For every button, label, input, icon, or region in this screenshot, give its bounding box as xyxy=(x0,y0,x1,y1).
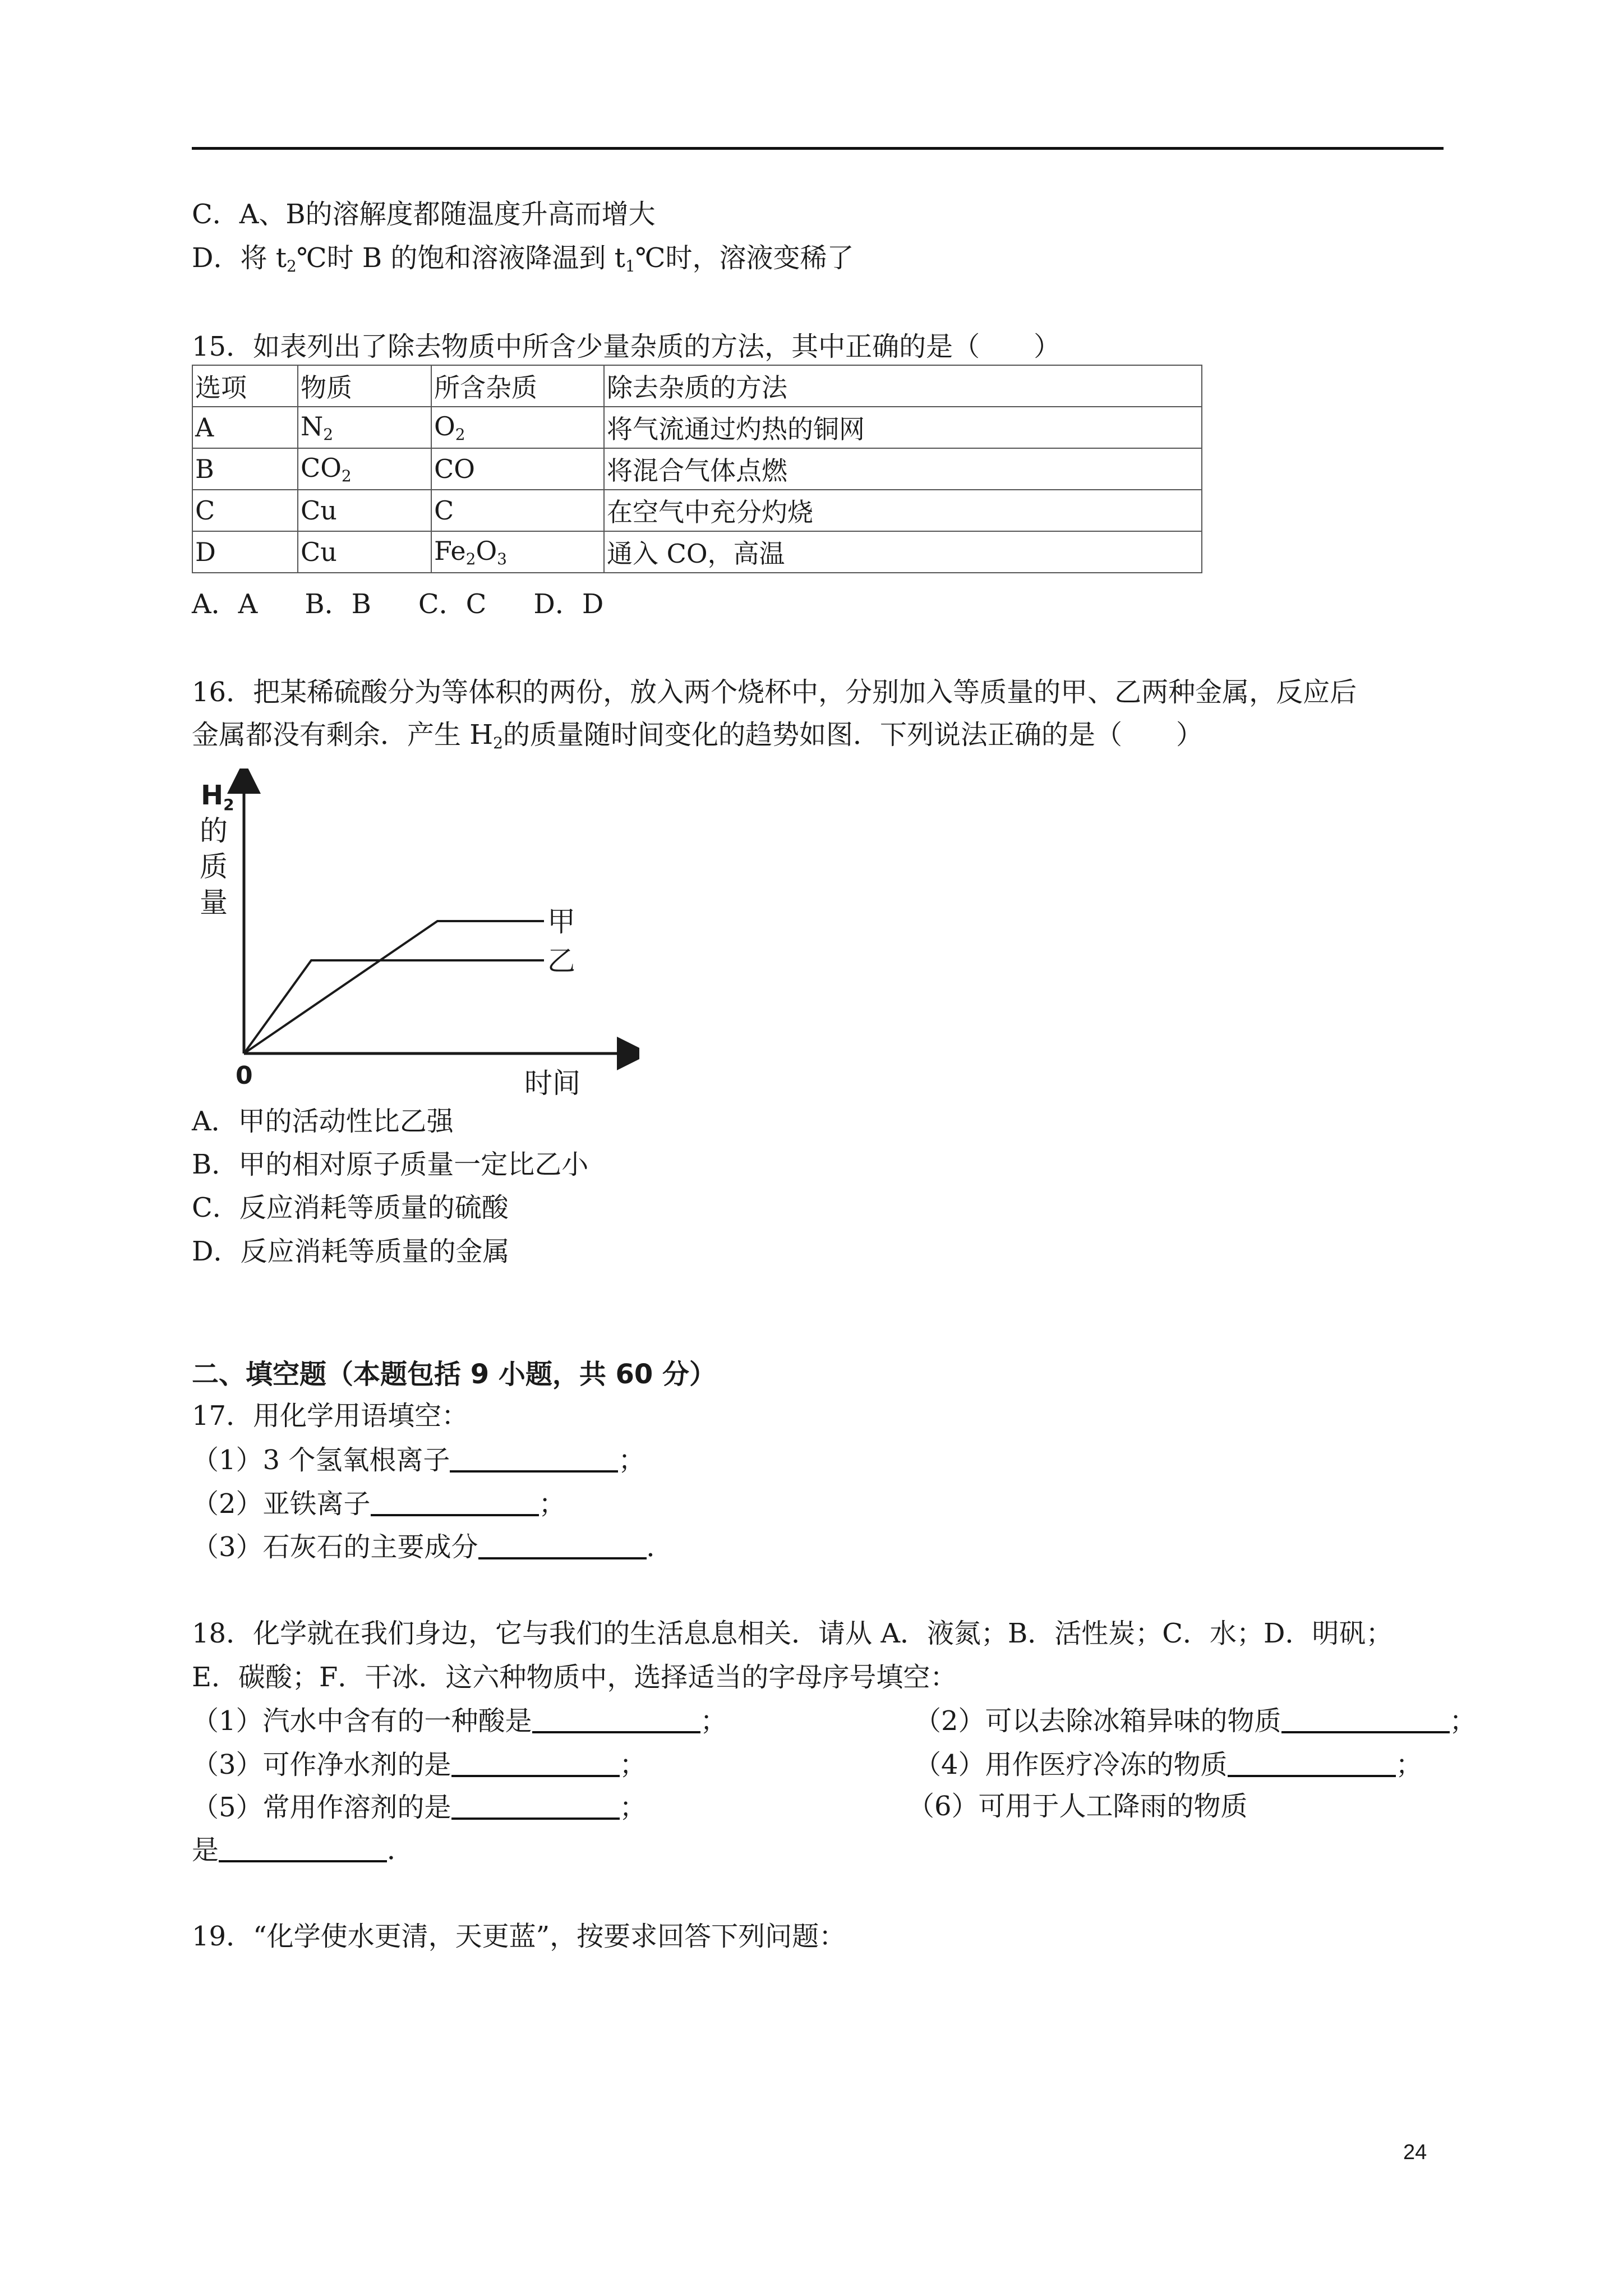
cell-option: A xyxy=(192,407,298,448)
q19-stem: 19．“化学使水更清，天更蓝”，按要求回答下列问题： xyxy=(192,1921,846,1952)
header-cell: 除去杂质的方法 xyxy=(604,365,1202,407)
q14-option-d: D．将 $t_2℃$时 B 的饱和溶液降温到 $t_1℃$时，溶液变稀了 xyxy=(192,242,854,275)
q18-item-5: （5）常用作溶剂的是 ； xyxy=(192,1792,647,1823)
section-title: 二、填空题（本题包括 9 小题，共 60 分） xyxy=(192,1359,717,1390)
q18-item-6-cont: 是 ． xyxy=(192,1834,414,1866)
q15-option-d: D．D xyxy=(533,588,604,620)
answer-blank[interactable] xyxy=(450,1446,618,1473)
x-axis-label: 时间 xyxy=(524,1067,580,1099)
q16-graph xyxy=(191,769,639,1099)
cell-method: 通入 CO，高温 xyxy=(604,531,1202,573)
q18-stem-line1: 18．化学就在我们身边，它与我们的生活息息相关．请从 A．液氮；B．活性炭；C．水；D．明矾； xyxy=(192,1618,1393,1649)
page-number: 24 xyxy=(1403,2141,1427,2164)
q18-item-1: （1）汽水中含有的一种酸是 ； xyxy=(192,1705,727,1737)
cell-substance: Cu xyxy=(298,490,431,531)
cell-impurity: $O_2$ xyxy=(431,407,604,448)
cell-substance: Cu xyxy=(298,531,431,573)
q16-option-b: B．甲的相对原子质量一定比乙小 xyxy=(192,1149,589,1180)
cell-impurity: $Fe_2O_3$ xyxy=(431,531,604,573)
cell-option: C xyxy=(192,490,298,531)
cell-method: 将气流通过灼热的铜网 xyxy=(604,407,1202,448)
y-axis-label-h: $H_2$ xyxy=(201,780,234,814)
q18-item-2: （2）可以去除冰箱异味的物质 ； xyxy=(914,1705,1477,1737)
q18-item-4: （4）用作医疗冷冻的物质 ； xyxy=(914,1749,1423,1780)
y-axis-label-char: 的 xyxy=(200,815,228,847)
cell-method: 将混合气体点燃 xyxy=(604,448,1202,490)
table-row xyxy=(192,407,1202,448)
q16-option-a: A．甲的活动性比乙强 xyxy=(192,1106,454,1137)
answer-blank[interactable] xyxy=(219,1835,387,1862)
answer-blank[interactable] xyxy=(451,1750,620,1777)
series-jia-label: 甲 xyxy=(547,905,575,938)
q17-item-1: （1）3 个氢氧根离子 ； xyxy=(192,1444,645,1476)
origin-label: 0 xyxy=(236,1061,253,1090)
q15-table xyxy=(192,365,1202,573)
answer-blank[interactable] xyxy=(371,1489,539,1516)
cell-option: D xyxy=(192,531,298,573)
table-row xyxy=(192,490,1202,531)
q16-option-d: D．反应消耗等质量的金属 xyxy=(192,1236,510,1267)
series-yi-line xyxy=(244,960,544,1053)
table-row xyxy=(192,531,1202,573)
q15-option-a: A．A xyxy=(192,588,258,620)
y-axis-label-char: 质 xyxy=(200,850,228,883)
cell-impurity: C xyxy=(431,490,604,531)
header-cell: 选项 xyxy=(192,365,298,407)
answer-blank[interactable] xyxy=(478,1533,647,1559)
cell-impurity: CO xyxy=(431,448,604,490)
header-cell: 所含杂质 xyxy=(431,365,604,407)
q14-option-c: C．A、B的溶解度都随温度升高而增大 xyxy=(192,199,656,230)
q18-stem-line2: E．碳酸；F．干冰．这六种物质中，选择适当的字母序号填空： xyxy=(192,1662,957,1693)
q17-stem: 17．用化学用语填空： xyxy=(192,1400,469,1432)
table-row xyxy=(192,448,1202,490)
q15-option-b: B．B xyxy=(305,588,371,620)
y-axis-label-char: 量 xyxy=(200,886,228,919)
q15-stem: 15．如表列出了除去物质中所含少量杂质的方法，其中正确的是（ ） xyxy=(192,331,1061,362)
q16-option-c: C．反应消耗等质量的硫酸 xyxy=(192,1192,509,1223)
q18-item-3: （3）可作净水剂的是 ； xyxy=(192,1749,647,1780)
cell-option: B xyxy=(192,448,298,490)
answer-blank[interactable] xyxy=(451,1793,620,1820)
answer-blank[interactable] xyxy=(1228,1750,1396,1777)
cell-substance: $N_2$ xyxy=(298,407,431,448)
q16-stem-line2: 金属都没有剩余．产生 $H_2$的质量随时间变化的趋势如图．下列说法正确的是（ ） xyxy=(192,719,1203,752)
header-cell: 物质 xyxy=(298,365,431,407)
header-rule xyxy=(192,147,1444,150)
q17-item-3: （3）石灰石的主要成分 ． xyxy=(192,1531,674,1563)
q15-options xyxy=(192,588,604,620)
q15-option-c: C．C xyxy=(418,588,487,620)
q18-item-6: （6）可用于人工降雨的物质 xyxy=(907,1791,1248,1822)
series-jia-line xyxy=(244,921,544,1053)
q16-stem-line1: 16．把某稀硫酸分为等体积的两份，放入两个烧杯中，分别加入等质量的甲、乙两种金属，反应后 xyxy=(192,677,1357,708)
cell-substance: $CO_2$ xyxy=(298,448,431,490)
answer-blank[interactable] xyxy=(1281,1706,1450,1733)
series-yi-label: 乙 xyxy=(547,945,575,977)
q17-item-2: （2）亚铁离子 ； xyxy=(192,1488,566,1520)
cell-method: 在空气中充分灼烧 xyxy=(604,490,1202,531)
table-header-row xyxy=(192,365,1202,407)
answer-blank[interactable] xyxy=(532,1706,700,1733)
